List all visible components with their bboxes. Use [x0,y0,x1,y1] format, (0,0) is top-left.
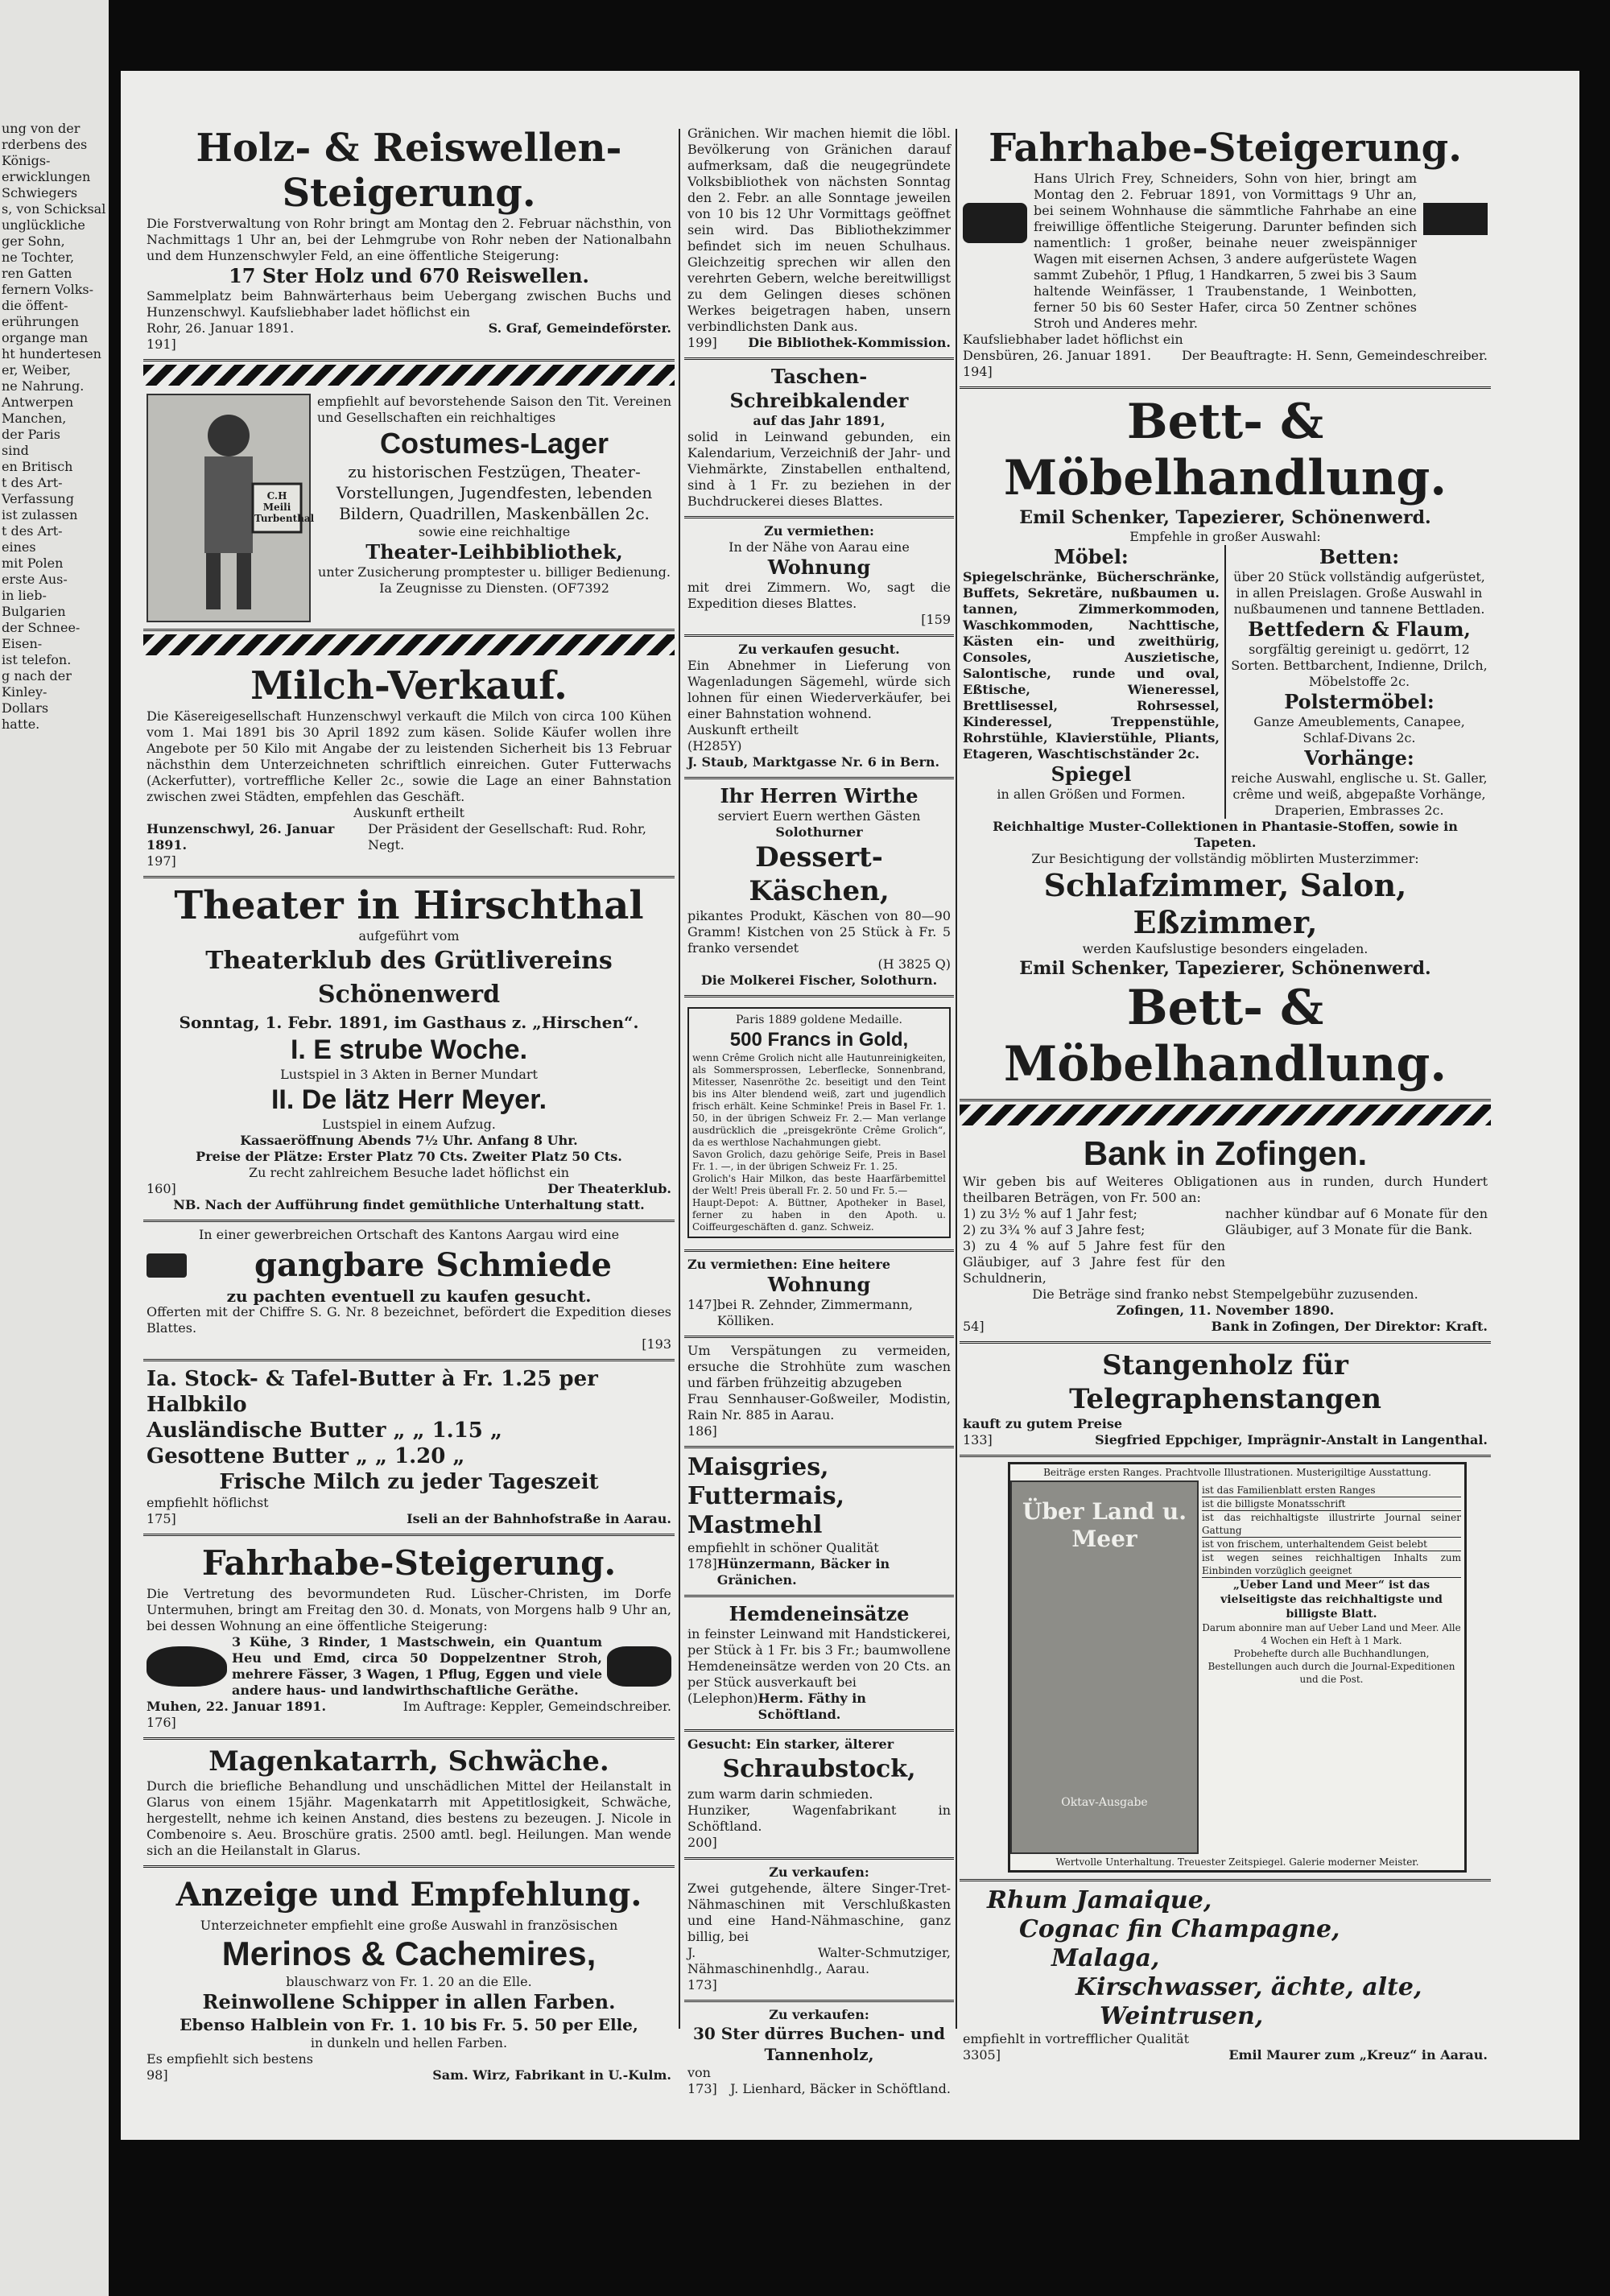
column-rule [956,129,957,2029]
signer: Der Theaterklub. [547,1181,671,1196]
carriage-icon [963,203,1027,243]
ad-graenichen-bibliothek [684,121,954,360]
ad-complete: Zur Besichtigung der vollständig möblirten Musterzimmer: [1031,851,1419,866]
fragment-line: s, von Schicksal [2,201,106,217]
fragment-line: die öffent- [2,298,68,313]
ad-headline: Wohnung [767,1273,871,1296]
ad-theater [143,878,675,1222]
ad-line: Ebenso Halblein von Fr. 1. 10 bis Fr. 5. 50 per Elle, [180,2015,638,2034]
ad-title: Zu verkaufen: [769,2007,869,2022]
cow-icon [607,1646,671,1687]
ad-title: Zu vermiethen: [764,523,874,539]
ad-sub: auf das Jahr 1891, [753,413,886,428]
fragment-line: Antwerpen [2,394,74,410]
butter-line: Ia. Stock- & Tafel-Butter à Fr. 1.25 per Halbkilo [147,1367,598,1417]
ad-title: Maisgries, [687,1453,829,1481]
ad-ueber-land-und-meer [960,1457,1491,1881]
ad-verkaufen-gesucht [684,637,954,779]
signer: Die Molkerei Fischer, Solothurn. [700,972,938,988]
spirit-line: Weintrusen, [1100,2002,1264,2030]
ad-title: Costumes-Lager [379,427,609,460]
ad-recommend: Es empfiehlt sich bestens [147,2051,313,2067]
ad-text: 30 Ster dürres Buchen- und Tannenholz, [692,2024,945,2064]
place-date: Rohr, 26. Januar 1891. [147,320,295,336]
ad-rooms-sub: werden Kaufslustige besonders eingeladen. [1082,941,1368,956]
ad-opening: Kassaeröffnung Abends 7½ Uhr. Anfang 8 Uhr. [240,1133,578,1148]
ad-text: unter Zusicherung promptester u. billiger Bedienung. [318,564,671,580]
fragment-line: eines [2,539,36,555]
signer: Hunziker, Wagenfabrikant in Schöftland. [687,1803,951,1834]
ad-naehmaschinen [684,1860,954,2002]
ad-title: gangbare Schmiede [254,1246,612,1284]
ad-hair: Grolich's Hair Milkon, das beste Haarfärbemittel der Welt! Preis überall Fr. 2. 50 und Fr. 5.— [692,1173,946,1196]
ad-brand: Solothurner [775,824,863,840]
rate-line: 3) zu 4 % auf 5 Jahre fest für den Gläubiger, auf 3 Jahre fest für den Schuldnerin, [963,1238,1225,1286]
plow-icon [1423,203,1488,235]
fragment-line: erwicklungen [2,169,91,184]
ornament-border [143,634,675,655]
ad-vermiethen-heitere [684,1252,954,1338]
ad-edition: Oktav-Ausgabe [1061,1796,1148,1809]
ad-holz-steigerung [143,121,675,361]
column-right [960,121,1491,2070]
section-head: Spiegel [1051,762,1132,786]
ad-name: Emil Schenker, Tapezierer, Schönenwerd. [1019,958,1431,979]
ad-item: ist das reichhaltigste illustrirte Journal seiner Gattung [1202,1512,1461,1536]
ad-sub: zu pachten eventuell zu kaufen gesucht. [226,1286,592,1306]
ad-text: Gränichen. Wir machen hiemit die löbl. Bevölkerung von Gränichen darauf aufmerksam, daß die neugegründete Volksbibliothek von nächsten Sonntag den 2. Febr. an alle Sonntage jeweilen von 10 bis 12 Uhr Vormittags geöffnet sein wird. Das Bibliothekzimmer befindet sich im neuen Schulhaus. Gleichzeitig sprechen wir allen den verehrten Gebern, welche bereitwilligst zu dem Gelingen dieses schönen Werkes beigetragen haben, unsern verbindlichsten Dank aus. [687,126,951,334]
ad-line: blauschwarz von Fr. 1. 20 an die Elle. [286,1974,532,1989]
signer: J. Lienhard, Bäcker in Schöftland. [730,2081,951,2096]
fragment-line: in lieb- [2,588,47,603]
ad-text: In der Nähe von Aarau eine [729,539,910,555]
ad-line: in dunkeln und hellen Farben. [310,2035,508,2050]
fragment-line: t des Art- [2,523,63,539]
ad-schraubstock [684,1732,954,1860]
rate-line: 1) zu 3½ % auf 1 Jahr fest; [963,1206,1137,1221]
wagon-icon [147,1253,187,1278]
ad-number: 173] [687,1977,717,1992]
ad-terms: nachher kündbar auf 6 Monate für den Gläubiger, auf 3 Monate für die Bank. [1225,1206,1488,1237]
spirit-line: Malaga, [1051,1944,1160,1972]
ad-number: 173] [687,2081,717,2096]
ad-strohhuete [684,1338,954,1448]
ad-items: 3 Kühe, 3 Rinder, 1 Mastschwein, ein Quantum Heu und Emd, circa 50 Doppelzentner Stroh, mehrere Fässer, 3 Wagen, 1 Pflug, Eggen und viele andere haus- und landwirthschaftliche Geräthe. [232,1634,602,1698]
ad-fahrhabe-muhen [143,1536,675,1740]
fragment-line: rderbens des [2,137,88,152]
ad-medal: Paris 1889 goldene Medaille. [736,1014,902,1026]
ad-text: zu historischen Festzügen, Theater-Vorstellungen, Jugendfesten, lebenden Bildern, Quadrillen, Maskenbällen 2c. [336,462,653,523]
ad-title: Zu vermiethen: Eine heitere [687,1257,891,1272]
previous-page-fragment [0,0,109,2296]
ad-title: Fahrhabe-Steigerung. [989,126,1462,171]
fragment-line: t des Art- [2,475,63,490]
place-date: Densbüren, 26. Januar 1891. [963,348,1152,363]
fragment-line: Königs- [2,153,51,168]
signer: Herm. Fäthy in Schöftland. [758,1691,866,1722]
ad-number: 199] [687,335,717,350]
ad-title: Anzeige und Empfehlung. [175,1876,642,1914]
ad-text: Hans Ulrich Frey, Schneiders, Sohn von hier, bringt am Montag den 2. Februar 1891, von Vormittags 9 Uhr an, bei seinem Wohnhause die sämmtliche Fahrhabe an eine freiwillige öffentliche Steigerung. Darunter befinden sich namentlich: 1 großer, beinahe neuer zweispänniger Wagen mit eisernen Achsen, 3 andere aufgerüstete Wagen sammt Zubehör, 1 Pflug, 1 Handkarren, 5 zwei bis 3 Saum haltende Weinfässer, 1 Traubenstande, 1 Weinbotten, ferner 50 bis 60 Sester Hafer, circa 50 Zentner schönes Stroh und Anderes mehr. [1034,171,1417,331]
ad-info: Auskunft ertheilt [353,805,464,820]
fragment-line: ne Tochter, [2,250,75,265]
ad-text: Die Vertretung des bevormundeten Rud. Lüscher-Christen, im Dorfe Untermuhen, bringt am Freitag den 30. d. Monats, von Morgens halb 9 Uhr an, bei dessen Wohnung an eine öffentliche Steigerung: [147,1586,671,1633]
ad-info: Auskunft ertheilt [687,722,799,737]
ad-item: ist wegen seines reichhaltigen Inhalts zum Einbinden vorzüglich geeignet [1202,1552,1461,1576]
fragment-line: fernern Volks- [2,282,93,297]
section-head: Möbel: [1054,545,1129,568]
fragment-line: unglückliche [2,217,85,233]
ad-recommend: empfiehlt höflichst [147,1495,269,1510]
ornament-border [960,1105,1491,1125]
ad-text: sowie eine reichhaltige [418,524,571,539]
fragment-line: der Schnee- [2,620,80,635]
section-head: Vorhänge: [1304,746,1414,770]
ad-stangenholz [960,1344,1491,1457]
ad-maisgries [684,1448,954,1597]
butter-line: Gesottene Butter „ „ 1.20 „ [147,1444,465,1468]
ad-bett-moebel [960,389,1491,1101]
column-rule [679,129,680,2029]
ad-schmiede [143,1222,675,1361]
ad-number: [159 [921,612,951,627]
ad-intro: Empfehle in großer Auswahl: [1129,529,1321,544]
ad-top: Beiträge ersten Ranges. Prachtvolle Illustrationen. Musterigiltige Ausstattung. [1043,1467,1431,1478]
ad-text: solid in Leinwand gebunden, ein Kalendarium, Verzeichniß der Jahr- und Viehmärkte, Zinstabellen enthaltend, sind à 1 Fr. zu beziehen in der Buchdruckerei dieses Blattes. [687,429,951,509]
ad-text: Durch die briefliche Behandlung und unschädlichen Mittel der Heilanstalt in Glarus von einem 15jähr. Magenkatarrh mit Appetitlosigkeit, Schwäche, hergestellt, nehme ich keinen Anstand, dies bestens zu bezeugen. J. Nicole in Combenoire s. Aeu. Broschüre gratis. 2500 amtl. begl. Heilungen. Man wende sich an die Heilanstalt in Glarus. [147,1778,671,1858]
ad-number: [193 [642,1336,671,1352]
section-text: reiche Auswahl, englische u. St. Galler, crême und weiß, abgepaßte Vorhänge, Draperien, Embrasses 2c. [1231,770,1488,818]
ad-butter [143,1361,675,1536]
ad-title: Magenkatarrh, Schwäche. [208,1745,609,1778]
fragment-line: hatte. [2,716,40,732]
ad-title: Bett- & Möbelhandlung. [1003,394,1447,506]
ad-number: 200] [687,1835,717,1850]
signer: J. Staub, Marktgasse Nr. 6 in Bern. [687,754,940,770]
ad-prices: Preise der Plätze: Erster Platz 70 Cts. Zweiter Platz 50 Cts. [196,1149,622,1164]
spirit-line: Rhum Jamaique, [987,1886,1212,1914]
spirit-line: Cognac fin Champagne, [1019,1915,1340,1943]
place-date: Hunzenschwyl, 26. Januar 1891. [147,821,335,853]
ad-ref: (H 3825 Q) [877,956,951,972]
ad-holz-verkaufen [684,2002,954,2104]
ad-invite: Kaufsliebhaber ladet höflichst ein [963,332,1183,347]
signer: Iseli an der Bahnhofstraße in Aarau. [407,1511,671,1526]
fragment-line: Manchen, [2,411,67,426]
ad-text: empfiehlt in vortrefflicher Qualität [963,2031,1189,2046]
fragment-line: Schwiegers [2,185,78,200]
ad-text: empfiehlt in schöner Qualität [687,1540,879,1555]
fragment-line: der Paris [2,427,61,442]
section-head: Polstermöbel: [1284,690,1435,713]
fragment-line: erste Aus- [2,572,68,587]
ad-number: 160] [147,1181,176,1196]
section-head: Bettfedern & Flaum, [1248,617,1471,641]
ad-title: Futtermais, [687,1482,845,1510]
ad-refs: Ia Zeugnisse zu Diensten. (OF7392 [379,580,609,596]
ad-number: 98] [147,2067,168,2083]
ad-text: von [687,2065,711,2080]
ad-darum: Darum abonnire man auf Ueber Land und Meer. Alle 4 Wochen ein Heft à 1 Mark. [1202,1622,1461,1646]
signer: J. Walter-Schmutziger, Nähmaschinenhdlg., Aarau. [687,1945,951,1976]
fragment-line: ist telefon. [2,652,72,667]
ad-stamp: Die Beträge sind franko nebst Stempelgebühr zuzusenden. [1032,1286,1418,1302]
column-left [143,121,675,2090]
ad-number: 191] [147,337,176,352]
signer: bei R. Zehnder, Zimmermann, Kölliken. [716,1297,913,1328]
ad-soap: Savon Grolich, dazu gehörige Seife, Preis in Basel Fr. 1. —, in der übrigen Schweiz Fr. 1. 25. [692,1149,946,1172]
ad-title: Hemdeneinsätze [729,1602,910,1625]
ad-headline: Dessert-Käschen, [749,841,890,907]
play-two: II. De lätz Herr Meyer. [270,1084,547,1115]
ad-headline: Schraubstock, [722,1755,916,1783]
ad-depot: Haupt-Depot: A. Büttner, Apotheker in Basel, ferner zu haben in den Apoth. u. Coiffeurgeschäften d. ganz. Schweiz. [692,1197,946,1233]
ad-number: 178] [687,1556,717,1571]
signer: Der Beauftragte: H. Senn, Gemeindeschreiber. [1181,348,1488,363]
ad-text: wenn Crême Grolich nicht alle Hautunreinigkeiten, als Sommersprossen, Leberflecke, Sonnenbrand, Mitesser, Nasenröthe 2c. beseitigt und den Teint bis ins Alter blendend weiß, zart und jugendlich frisch erhält. Keine Schminke! Preis in Basel Fr. 1. 50, in der übrigen Schweiz Fr. 2.— Man verlange ausdrücklich die „preisgekrönte Crême Grolich“, da es werthlose Nachahmungen giebt. [692,1052,946,1148]
ad-bottom: Wertvolle Unterhaltung. Treuester Zeitspiegel. Galerie moderner Meister. [1055,1856,1419,1868]
ad-title: Bett- & Möbelhandlung. [1003,980,1447,1092]
ad-costumes [143,389,675,631]
signer: Emil Maurer zum „Kreuz“ in Aarau. [1228,2047,1488,2063]
globe-illustration [1010,1480,1199,1854]
shield-text: C.H Meili Turbenthal [254,490,315,524]
signer: Im Auftrage: Keppler, Gemeindschreiber. [402,1699,671,1714]
signer: Die Bibliothek-Kommission. [748,335,951,350]
fragment-line: mit Polen [2,555,64,571]
ad-milch-verkauf [143,659,675,878]
butter-line: Frische Milch zu jeder Tageszeit [219,1470,599,1494]
ad-text: mit drei Zimmern. Wo, sagt die Expedition dieses Blattes. [687,580,951,611]
ad-ref: (Lelephon) [687,1691,758,1706]
ad-brand: Über Land u. Meer [1022,1498,1187,1552]
ad-text: pikantes Produkt, Käschen von 80—90 Gramm! Kistchen von 25 Stück à Fr. 5 franko versendet [687,908,951,956]
signer: Hünzermann, Bäcker in Gränichen. [716,1556,890,1588]
ad-text: Um Verspätungen zu vermeiden, ersuche die Strohhüte zum waschen und färben frühzeitig abzugeben [687,1343,951,1390]
fragment-line: en Britisch [2,459,73,474]
ad-number: 176] [147,1715,176,1730]
ad-title: Zu verkaufen gesucht. [738,642,900,657]
ad-number: 54] [963,1319,985,1334]
fragment-line: g nach der [2,668,72,683]
ad-item: ist das Familienblatt ersten Ranges [1202,1484,1461,1497]
ad-dessert-kaeschen [684,779,954,997]
ad-title: Taschen-Schreibkalender [729,365,909,412]
ad-hemdeneinsaetze [684,1597,954,1732]
ad-headline: Merinos & Cachemires, [221,1935,597,1972]
ad-subtitle: Theater-Leihbibliothek, [365,540,623,564]
ad-number: 133] [963,1432,993,1447]
fragment-line: Verfassung [2,491,74,506]
ad-title: Theater in Hirschthal [174,883,644,928]
fragment-line: sind [2,443,29,458]
ad-sub: serviert Euern werthen Gästen [717,808,921,824]
fragment-line: Eisen- [2,636,43,651]
ad-number: 175] [147,1511,176,1526]
pig-icon [147,1646,227,1687]
signer: Sam. Wirz, Fabrikant in U.-Kulm. [432,2067,671,2083]
signer: Siegfried Eppchiger, Imprägnir-Anstalt in Langenthal. [1095,1432,1488,1447]
ad-number: 3305] [963,2047,1001,2063]
ad-magenkatarrh [143,1740,675,1868]
fragment-line: ger Sohn, [2,233,65,249]
fragment-line: ist zulassen [2,507,78,522]
section-text: in allen Größen und Formen. [997,787,1186,802]
ad-name: Emil Schenker, Tapezierer, Schönenwerd. [1019,507,1431,528]
ad-headline: 17 Ster Holz und 670 Reiswellen. [229,264,589,287]
butter-line: Ausländische Butter „ „ 1.15 „ [147,1418,502,1443]
ad-text: aufgeführt vom [358,928,460,944]
ad-rooms: Schlafzimmer, Salon, Eßzimmer, [1043,867,1407,940]
play-one: I. E strube Woche. [290,1034,528,1065]
ad-text: Die Forstverwaltung von Rohr bringt am Montag den 2. Februar nächsthin, von Nachmittags 1 Uhr an, bei der Lehmgrube von Rohr neben der Nationalbahn und dem Hunzenschwyler Feld, an eine öffentliche Steigerung: [147,216,671,263]
fragment-line: Kinley- [2,684,47,700]
ad-number: 194] [963,364,993,379]
ad-anzeige-empfehlung [143,1868,675,2090]
fragment-line: ht hundertesen [2,346,101,361]
ad-text: zum warm darin schmieden. [687,1786,873,1802]
ad-text: in feinster Leinwand mit Handstickerei, per Stück à 1 Fr. bis 3 Fr.; baumwollene Hemdeneinsätze werden von 20 Cts. an per Stück ausverkauft bei [687,1626,951,1690]
ad-text: kauft zu gutem Preise [963,1416,1123,1431]
play-two-sub: Lustspiel in einem Aufzug. [322,1117,496,1132]
ad-side: „Ueber Land und Meer“ ist das vielseitigste das reichhaltigste und billigste Blatt. [1220,1579,1443,1621]
rate-line: 2) zu 3¾ % auf 3 Jahre fest; [963,1222,1146,1237]
ad-headline: Wohnung [767,555,871,579]
section-text: sorgfältig gereinigt u. gedörrt, 12 Sorten. Bettbarchent, Indienne, Drilch, Möbelstoffe 2c. [1231,642,1488,689]
section-text: über 20 Stück vollständig aufgerüstet, in allen Preislagen. Große Auswahl in nußbaumenen und tannene Bettladen. [1233,569,1485,617]
ad-fahrhabe-densbueren [960,121,1491,389]
play-one-sub: Lustspiel in 3 Akten in Berner Mundart [280,1067,538,1082]
ad-creme-grolich [684,997,954,1252]
ad-line: Reinwollene Schipper in allen Farben. [202,1990,616,2013]
ad-title: 500 Francs in Gold, [729,1029,909,1051]
fragment-line: ung von der [2,121,80,136]
ad-text: Sammelplatz beim Bahnwärterhaus beim Uebergang zwischen Buchs und Hunzenschwyl. Kaufsliebhaber ladet höflichst ein [147,288,671,320]
ad-rhum-jamaique [960,1881,1491,2070]
section-head: Betten: [1319,545,1400,568]
ad-title: Bank in Zofingen. [1083,1134,1368,1172]
ad-note: NB. Nach der Aufführung findet gemüthliche Unterhaltung statt. [173,1197,645,1212]
ad-vermiethen-wohnung [684,518,954,637]
ad-title: Zu verkaufen: [769,1864,869,1880]
ad-text: Offerten mit der Chiffre S. G. Nr. 8 bezeichnet, befördert die Expedition dieses Blattes. [147,1304,671,1336]
signer: Bank in Zofingen, Der Direktor: Kraft. [1211,1319,1488,1334]
ad-probe: Probehefte durch alle Buchhandlungen, Bestellungen auch durch die Journal-Expeditionen und die Post. [1208,1648,1455,1685]
ad-ref: (H285Y) [687,738,742,754]
ad-title: Fahrhabe-Steigerung. [201,1543,617,1583]
signer: Frau Sennhauser-Goßweiler, Modistin, Rain Nr. 885 in Aarau. [687,1391,951,1423]
ad-intro: In einer gewerbreichen Ortschaft des Kantons Aargau wird eine [198,1227,620,1242]
ad-text: Ein Abnehmer in Lieferung von Wagenladungen Sägemehl, würde sich lohnen für einen Wiederverkäufer, bei einer Bahnstation wohnend. [687,658,951,721]
spirit-line: Kirschwasser, ächte, alte, [1075,1973,1422,2001]
ad-number: 186] [687,1423,717,1439]
fragment-line: Bulgarien [2,604,66,619]
ad-text: Wir geben bis auf Weiteres Obligationen aus in runden, durch Hundert theilbaren Beträgen, von Fr. 500 an: [963,1174,1488,1205]
ad-item: ist die billigste Monatsschrift [1202,1497,1461,1511]
fragment-line: organge man [2,330,89,345]
ad-intro: Unterzeichneter empfiehlt eine große Auswahl in französischen [200,1918,618,1933]
ad-invite: Zu recht zahlreichem Besuche ladet höflichst ein [248,1165,570,1180]
ad-schreibkalender [684,360,954,518]
ad-text: Zwei gutgehende, ältere Singer-Tret-Nähmaschinen mit Verschlußkasten und eine Hand-Nähmaschine, ganz billig, bei [687,1881,951,1944]
place-date: Zofingen, 11. November 1890. [1116,1303,1335,1318]
column-middle [684,121,954,2104]
ad-title: Mastmehl [687,1511,823,1539]
fragment-line: er, Weiber, [2,362,71,378]
section-text: Ganze Ameublements, Canapee, Schlaf-Divans 2c. [1253,714,1465,745]
fragment-line: Dollars [2,700,49,716]
ad-collections: Reichhaltige Muster-Collektionen in Phantasie-Stoffen, sowie in Tapeten. [993,819,1458,850]
fragment-line: ne Nahrung. [2,378,85,394]
fragment-line: erührungen [2,314,79,329]
ad-intro: empfiehlt auf bevorstehende Saison den Tit. Vereinen und Gesellschaften ein reichhaltiges [317,394,671,425]
section-text: Spiegelschränke, Bücherschränke, Buffets, Sekretäre, nußbaumen u. tannen, Zimmerkommoden, Waschkommoden, Nachttische, Kästen ein- und zweithürig, Consoles, Auszietische, Salontische, runde und oval, Eßtische, Wieneressel, Brettlisessel, Rohrsessel, Kinderessel, Treppenstühle, Rohrstühle, Klavierstühle, Pliants, Etageren, Waschtischständer 2c. [963,569,1220,762]
ad-title: Milch-Verkauf. [250,663,568,708]
ad-title: Stangenholz für Telegraphenstangen [1069,1349,1381,1415]
ad-text: Gesucht: Ein starker, älterer [687,1736,894,1752]
ad-text: Die Käsereigesellschaft Hunzenschwyl verkauft die Milch von circa 100 Kühen vom 1. Mai 1891 bis 30 April 1892 zum käsen. Solide Käufer wollen ihre Angebote per 50 Kilo mit Angabe der zu leistenden Sicherheit bis 13 Februar nächsthin dem Unterzeichneten schriftlich einreichen. Guter Futterwachs (Ackerfutter), vortreffliche Keller 2c., sowie die Lage an einer Bahnstation zwischen zwei Städten, empfehlen das Geschäft. [147,708,671,804]
ad-title: Holz- & Reiswellen-Steigerung. [196,126,622,216]
ad-item: ist von frischem, unterhaltendem Geist belebt [1202,1538,1461,1551]
ad-number: 147] [687,1297,717,1312]
ad-number: 197] [147,853,176,869]
ad-bank-zofingen [960,1129,1491,1344]
signer: Der Präsident der Gesellschaft: Rud. Rohr, Negt. [367,821,646,853]
ad-club: Theaterklub des Grütlivereins Schönenwerd [205,947,613,1009]
fragment-line: ren Gatten [2,266,72,281]
ad-date: Sonntag, 1. Febr. 1891, im Gasthaus z. „Hirschen“. [179,1013,639,1032]
ad-title: Ihr Herren Wirthe [720,784,919,807]
place-date: Muhen, 22. Januar 1891. [147,1699,327,1714]
herald-knight-illustration [147,394,315,622]
ornament-border [143,365,675,386]
signer: S. Graf, Gemeindeförster. [488,320,671,336]
